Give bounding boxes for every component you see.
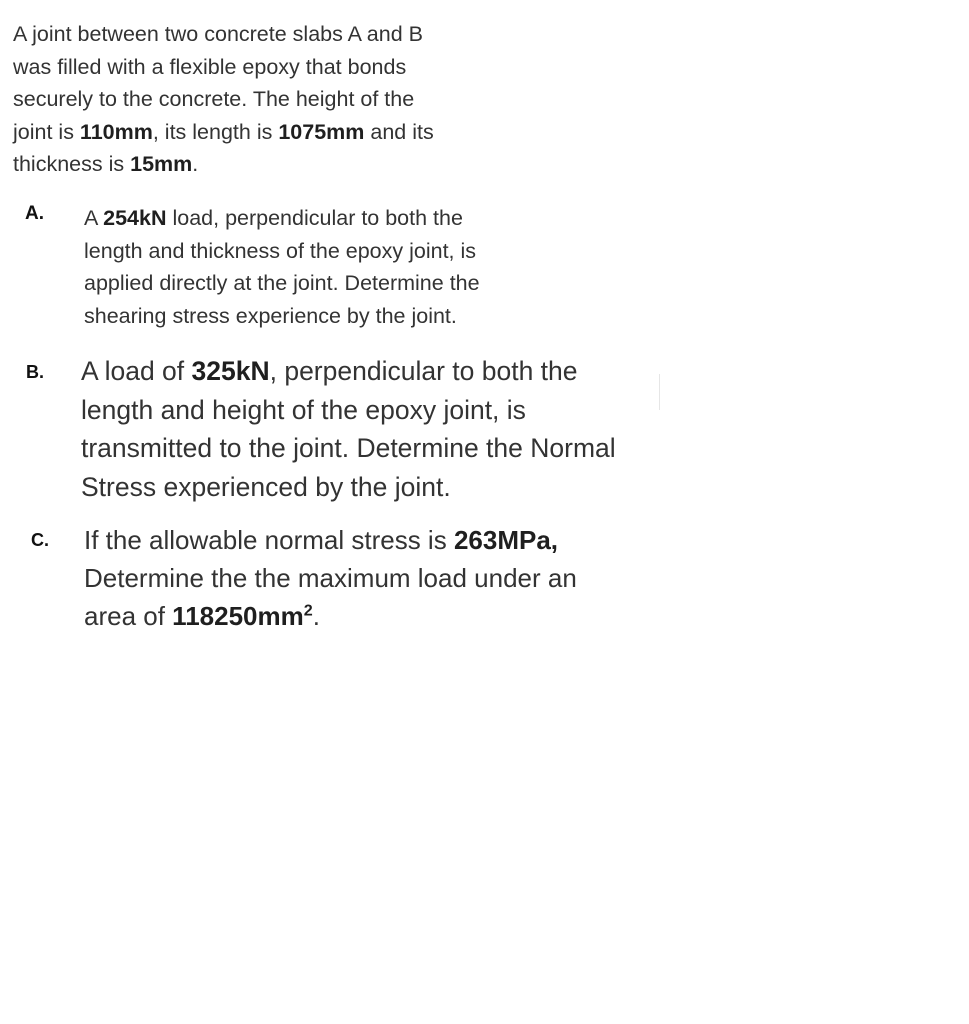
intro-text: . — [192, 152, 199, 176]
scan-artifact-divider — [659, 374, 660, 410]
question-text: area of — [84, 601, 173, 631]
intro-text: thickness is — [13, 152, 131, 176]
intro-text: joint is — [13, 119, 80, 144]
question-a-line-3: applied directly at the joint. Determine the — [84, 271, 480, 295]
question-text: A — [84, 206, 104, 230]
question-b-line-3: transmitted to the joint. Determine the Normal — [81, 433, 616, 463]
question-b-label: B. — [26, 362, 44, 382]
area-number: 118250mm — [172, 601, 304, 631]
question-b-text — [81, 352, 681, 506]
question-a-text — [84, 202, 554, 332]
question-text: . — [312, 601, 320, 631]
intro-line-3: securely to the concrete. The height of the — [13, 87, 415, 111]
question-b-line-4: Stress experienced by the joint. — [81, 471, 451, 502]
question-c-line-1 — [84, 521, 664, 559]
intro-text: , its length is — [152, 119, 279, 144]
question-a-line-1 — [84, 202, 554, 235]
question-c-label: C. — [31, 530, 49, 550]
question-c-text — [84, 521, 664, 635]
question-text: , — [550, 525, 559, 555]
problem-statement — [13, 18, 503, 181]
question-c-line-2: Determine the the maximum load under an — [84, 563, 577, 593]
intro-line-1: A joint between two concrete slabs A and B — [13, 22, 423, 46]
joint-thickness-value: 15mm — [130, 152, 193, 176]
intro-text: and its — [364, 119, 434, 144]
question-a-line-2: length and thickness of the epoxy joint, is — [84, 238, 477, 263]
joint-length-value: 1075mm — [278, 119, 365, 144]
question-text: , perpendicular to both the — [269, 356, 578, 386]
question-b-line-2: length and height of the epoxy joint, is — [81, 394, 526, 425]
question-text: load, perpendicular to both the — [166, 206, 463, 230]
allowable-stress-value: 263MPa — [453, 525, 551, 555]
intro-line-4 — [13, 116, 503, 149]
question-text: If the allowable normal stress is — [84, 525, 454, 555]
shear-load-value: 254kN — [103, 206, 167, 230]
area-value — [172, 601, 313, 631]
question-b-line-1 — [81, 352, 681, 391]
question-c-line-3 — [84, 597, 664, 635]
area-exponent: 2 — [303, 601, 313, 620]
question-text: A load of — [81, 356, 192, 386]
intro-line-5 — [13, 148, 503, 181]
intro-line-2: was filled with a flexible epoxy that bonds — [13, 54, 407, 79]
normal-load-value: 325kN — [191, 356, 270, 386]
question-a-label: A. — [25, 203, 44, 224]
joint-height-value: 110mm — [79, 119, 153, 144]
question-a-line-4: shearing stress experience by the joint. — [84, 303, 457, 328]
